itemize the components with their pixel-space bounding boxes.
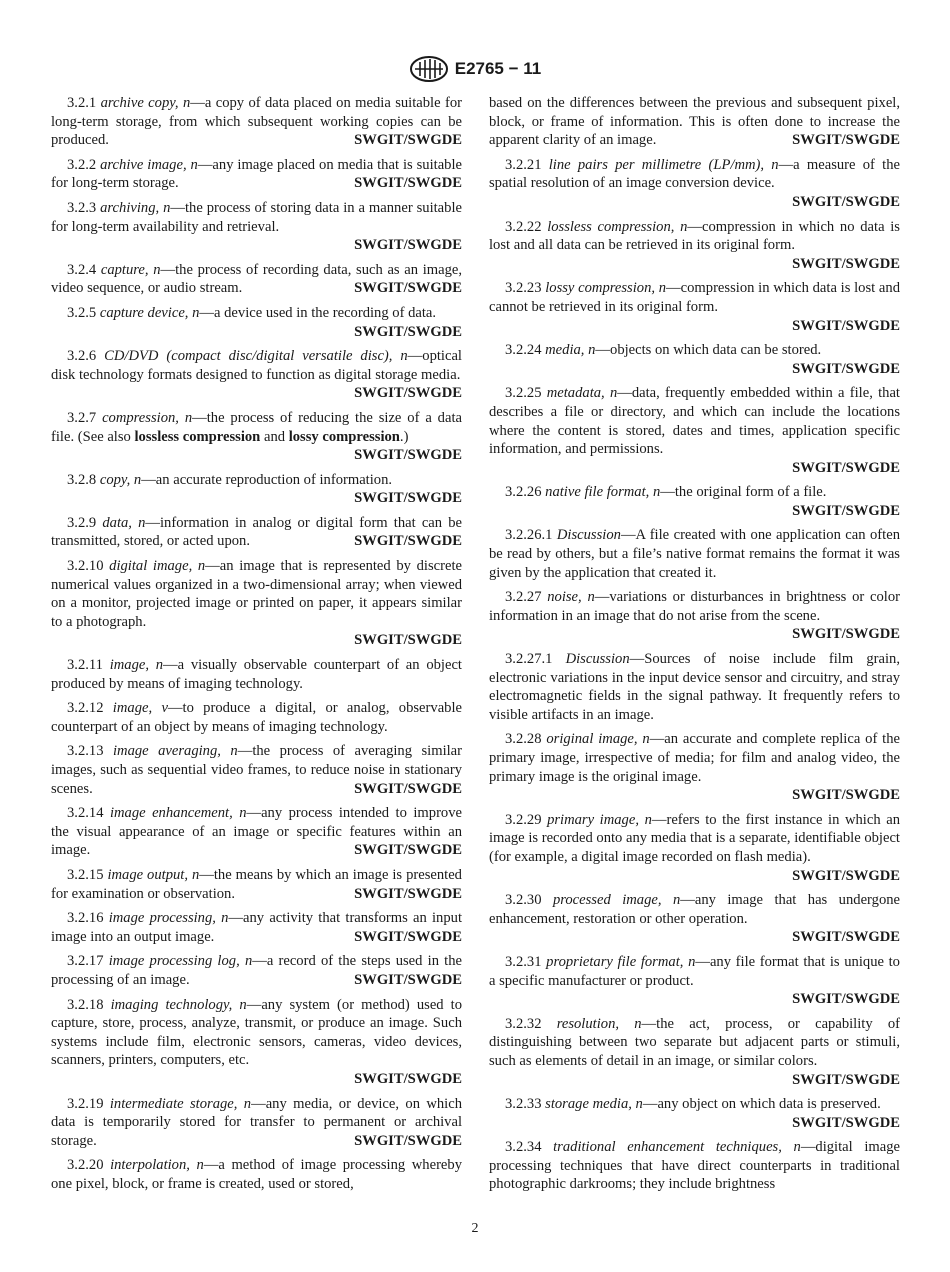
source-tag: SWGIT/SWGDE bbox=[354, 175, 462, 192]
source-tag: SWGIT/SWGDE bbox=[354, 885, 462, 902]
definition-entry: 3.2.33 storage media, n—any object on which data is preserved. SWGIT/SWGDE bbox=[505, 1096, 900, 1131]
definition-entry: 3.2.32 resolution, n—the act, process, or capability of distinguishing between two separate but adjacent parts or stimuli, such as elements of detail in an image, or similar colors. SWGIT/SWGDE bbox=[489, 1015, 901, 1088]
definition-entry: 3.2.22 lossless compression, n—compression in which no data is lost and all data can be retrieved in its original form. SWGIT/SWGDE bbox=[489, 218, 900, 272]
definition-entry: 3.2.23 lossy compression, n—compression in which data is lost and cannot be retrieved in its original form. SWGIT/SWGDE bbox=[489, 280, 900, 334]
definition-entry: 3.2.9 data, n—information in analog or digital form that can be transmitted, stored, or acted upon. SWGIT/SWGDE bbox=[51, 514, 462, 550]
definition-entry: 3.2.8 copy, n—an accurate reproduction of information. SWGIT/SWGDE bbox=[51, 471, 462, 508]
source-tag: SWGIT/SWGDE bbox=[792, 459, 900, 476]
definition-entry: 3.2.2 archive image, n—any image placed on media that is suitable for long-term storage. SWGIT/SWGDE bbox=[51, 156, 462, 192]
source-tag: SWGIT/SWGDE bbox=[354, 132, 462, 149]
definition-entry: 3.2.10 digital image, n—an image that is represented by discrete numerical values organized in a two-dimensional array; when viewed on a monitor, projected image or printed on paper, it appears similar to a photograph. SWGIT/SWGDE bbox=[51, 558, 462, 649]
definition-entry: 3.2.30 processed image, n—any image that has undergone enhancement, restoration or other operation. SWGIT/SWGDE bbox=[489, 892, 901, 946]
definition-entry: 3.2.31 proprietary file format, n—any file format that is unique to a specific manufacturer or product. SWGIT/SWGDE bbox=[489, 953, 900, 1008]
cross-reference: lossy compression bbox=[288, 428, 400, 445]
source-tag: SWGIT/SWGDE bbox=[354, 842, 462, 859]
definition-entry: 3.2.29 primary image, n—refers to the first instance in which an image is recorded onto any media that is a separate, identifiable object (for example, a digital image recorded on flash media). SWGIT/SWGDE bbox=[489, 811, 900, 884]
definition-entry: 3.2.34 traditional enhancement techniques, n—digital image processing techniques that have direct counterparts in traditional photographic darkrooms; they include brightness bbox=[489, 1139, 900, 1193]
source-tag: SWGIT/SWGDE bbox=[792, 787, 900, 804]
source-tag: SWGIT/SWGDE bbox=[792, 360, 900, 377]
definition-continuation: based on the differences between the previous and subsequent pixel, block, or frame of information. This is often done to increase the apparent clarity of an image. SWGIT/SWGDE bbox=[489, 95, 900, 149]
left-column bbox=[51, 94, 462, 1199]
source-tag: SWGIT/SWGDE bbox=[354, 490, 462, 507]
source-tag: SWGIT/SWGDE bbox=[354, 1070, 462, 1087]
source-tag: SWGIT/SWGDE bbox=[354, 280, 462, 297]
definition-entry: 3.2.12 image, v—to produce a digital, or analog, observable counterpart of an object by means of imaging technology. bbox=[51, 700, 462, 735]
definition-entry: 3.2.20 interpolation, n—a method of image processing whereby one pixel, block, or frame is created, used or stored, bbox=[51, 1157, 462, 1192]
source-tag: SWGIT/SWGDE bbox=[354, 237, 462, 254]
source-tag: SWGIT/SWGDE bbox=[354, 323, 462, 340]
definition-entry: 3.2.19 intermediate storage, n—any media, or device, on which data is temporarily stored for transfer to permanent or archival storage. SWGIT/SWGDE bbox=[51, 1095, 463, 1149]
source-tag: SWGIT/SWGDE bbox=[354, 447, 462, 464]
source-tag: SWGIT/SWGDE bbox=[354, 928, 462, 945]
source-tag: SWGIT/SWGDE bbox=[354, 1132, 462, 1149]
cross-reference: lossless compression bbox=[134, 428, 261, 445]
definition-entry: 3.2.18 imaging technology, n—any system (or method) used to capture, store, process, analyze, transmit, or produce an image. Such systems include film, electronic sensors, cameras, video devices, scanners, printers, computers, etc. SWGIT/SWGDE bbox=[51, 996, 463, 1087]
source-tag: SWGIT/SWGDE bbox=[792, 132, 900, 149]
source-tag: SWGIT/SWGDE bbox=[792, 626, 900, 643]
definition-entry: 3.2.24 media, n—objects on which data can be stored. SWGIT/SWGDE bbox=[489, 341, 900, 378]
definition-entry: 3.2.14 image enhancement, n—any process intended to improve the visual appearance of an image or specific features within an image. SWGIT/SWGDE bbox=[51, 805, 462, 859]
page-number: 2 bbox=[471, 1221, 479, 1236]
source-tag: SWGIT/SWGDE bbox=[792, 502, 900, 519]
discussion-entry: 3.2.27.1 Discussion—Sources of noise include film grain, electronic variations in the input device sensor and circuitry, and stray electromagnetic fields in the signal pathway. It frequently refers to visible artifacts in an image. bbox=[489, 651, 900, 723]
definition-entry: 3.2.27 noise, n—variations or disturbances in brightness or color information in an image that do not arise from the scene. SWGIT/SWGDE bbox=[489, 589, 900, 643]
definition-entry: 3.2.25 metadata, n—data, frequently embedded within a file, that describes a file or directory, and which can include the locations where the content is stored, dates and times, application specific information, and permissions. SWGIT/SWGDE bbox=[489, 385, 900, 476]
definition-entry: 3.2.26 native file format, n—the original form of a file. SWGIT/SWGDE bbox=[489, 483, 900, 520]
definition-entry: 3.2.13 image averaging, n—the process of averaging similar images, such as sequential video frames, to reduce noise in stationary scenes. SWGIT/SWGDE bbox=[51, 743, 463, 797]
definition-entry: 3.2.5 capture device, n—a device used in the recording of data. SWGIT/SWGDE bbox=[67, 304, 462, 340]
source-tag: SWGIT/SWGDE bbox=[792, 929, 900, 946]
definition-entry: 3.2.28 original image, n—an accurate and complete replica of the primary image, irrespective of media; for film and analog video, the primary image is the original image. SWGIT/SWGDE bbox=[489, 731, 900, 804]
definition-entry: 3.2.1 archive copy, n—a copy of data placed on media suitable for long-term storage, from which subsequent working copies can be produced. SWGIT/SWGDE bbox=[51, 95, 462, 149]
source-tag: SWGIT/SWGDE bbox=[792, 255, 900, 272]
definition-entry: 3.2.17 image processing log, n—a record of the steps used in the processing of an image. SWGIT/SWGDE bbox=[51, 953, 463, 988]
discussion-entry: 3.2.26.1 Discussion—A file created with one application can often be read by others, but a file’s native format remains the format it was given by the application that created it. bbox=[489, 527, 900, 581]
definition-entry: 3.2.16 image processing, n—any activity that transforms an input image into an output image. SWGIT/SWGDE bbox=[51, 910, 462, 945]
definition-entry: 3.2.3 archiving, n—the process of storing data in a manner suitable for long-term availability and retrieval. SWGIT/SWGDE bbox=[51, 199, 462, 254]
standard-designation: E2765 − 11 bbox=[454, 59, 542, 78]
source-tag: SWGIT/SWGDE bbox=[792, 1071, 900, 1088]
definition-entry: 3.2.6 CD/DVD (compact disc/digital versatile disc), n—optical disk technology formats designed to function as digital storage media. SWGIT/SWGDE bbox=[51, 348, 462, 402]
definition-entry: 3.2.21 line pairs per millimetre (LP/mm), n—a measure of the spatial resolution of an image conversion device. SWGIT/SWGDE bbox=[489, 156, 900, 210]
definition-entry: 3.2.11 image, n—a visually observable counterpart of an object produced by means of imaging technology. bbox=[51, 657, 462, 692]
source-tag: SWGIT/SWGDE bbox=[792, 867, 900, 884]
source-tag: SWGIT/SWGDE bbox=[792, 991, 900, 1008]
definition-entry: 3.2.4 capture, n—the process of recording data, such as an image, video sequence, or audio stream. SWGIT/SWGDE bbox=[51, 261, 462, 297]
source-tag: SWGIT/SWGDE bbox=[792, 193, 900, 210]
source-tag: SWGIT/SWGDE bbox=[354, 780, 462, 797]
source-tag: SWGIT/SWGDE bbox=[354, 632, 462, 649]
astm-logo-icon bbox=[409, 56, 449, 82]
right-column bbox=[489, 94, 900, 1200]
source-tag: SWGIT/SWGDE bbox=[354, 533, 462, 550]
source-tag: SWGIT/SWGDE bbox=[354, 971, 462, 988]
source-tag: SWGIT/SWGDE bbox=[792, 1114, 900, 1131]
page-header bbox=[0, 56, 950, 82]
source-tag: SWGIT/SWGDE bbox=[792, 317, 900, 334]
definition-entry: 3.2.7 compression, n—the process of reducing the size of a data file. (See also lossless compression and lossy compression.) SWGIT/SWGDE bbox=[51, 409, 462, 464]
definition-entry: 3.2.15 image output, n—the means by which an image is presented for examination or observation. SWGIT/SWGDE bbox=[51, 866, 462, 902]
source-tag: SWGIT/SWGDE bbox=[354, 385, 462, 402]
